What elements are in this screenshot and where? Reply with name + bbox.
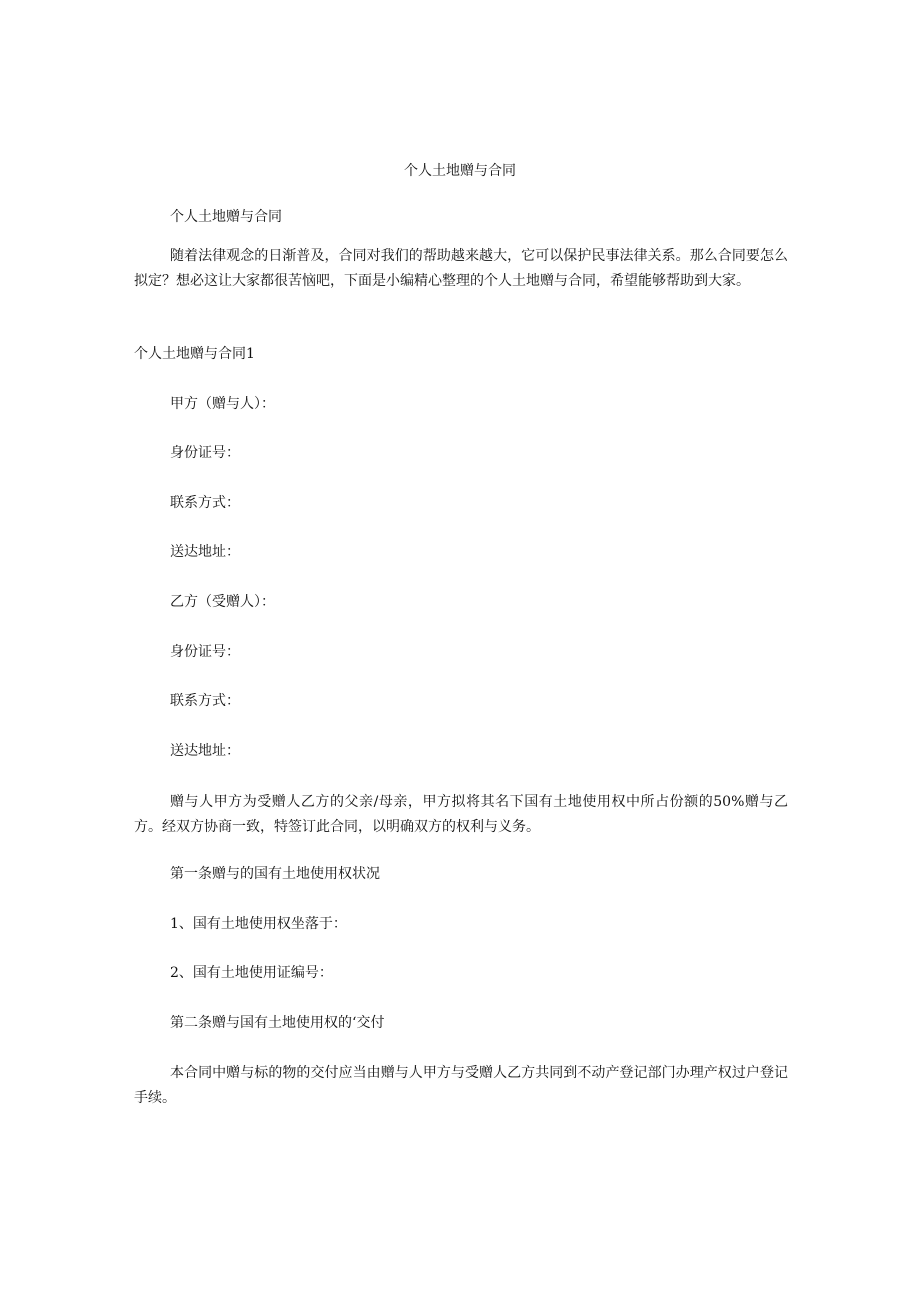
document-title: 个人土地赠与合同 — [404, 163, 516, 179]
article-1-heading: 第一条赠与的国有土地使用权状况 — [170, 866, 380, 882]
party-a-contact: 联系方式： — [170, 495, 240, 511]
preamble-paragraph: 赠与人甲方为受赠人乙方的父亲/母亲，甲方拟将其名下国有土地使用权中所占份额的50%赠与乙方。经双方协商一致，特签订此合同，以明确双方的权利与义务。 — [134, 794, 788, 835]
section-heading: 个人土地赠与合同1 — [134, 346, 255, 362]
intro-paragraph: 随着法律观念的日渐普及，合同对我们的帮助越来越大，它可以保护民事法律关系。那么合同要怎么拟定？想必这让大家都很苦恼吧，下面是小编精心整理的个人土地赠与合同，希望能够帮助到大家。 — [134, 248, 788, 289]
party-a-label: 甲方（赠与人）： — [170, 396, 275, 412]
party-a-address: 送达地址： — [170, 544, 240, 560]
party-b-label: 乙方（受赠人）： — [170, 594, 275, 610]
article-1-item-1: 1、国有土地使用权坐落于： — [170, 916, 347, 932]
article-1-item-2: 2、国有土地使用证编号： — [170, 965, 333, 981]
article-2-heading: 第二条赠与国有土地使用权的‘交付 — [170, 1015, 385, 1031]
party-a-id-number: 身份证号： — [170, 445, 240, 461]
article-2-body: 本合同中赠与标的物的交付应当由赠与人甲方与受赠人乙方共同到不动产登记部门办理产权过户登记手续。 — [134, 1065, 788, 1106]
document-subtitle: 个人土地赠与合同 — [170, 209, 282, 225]
party-b-id-number: 身份证号： — [170, 644, 240, 660]
party-b-address: 送达地址： — [170, 743, 240, 759]
party-b-contact: 联系方式： — [170, 693, 240, 709]
